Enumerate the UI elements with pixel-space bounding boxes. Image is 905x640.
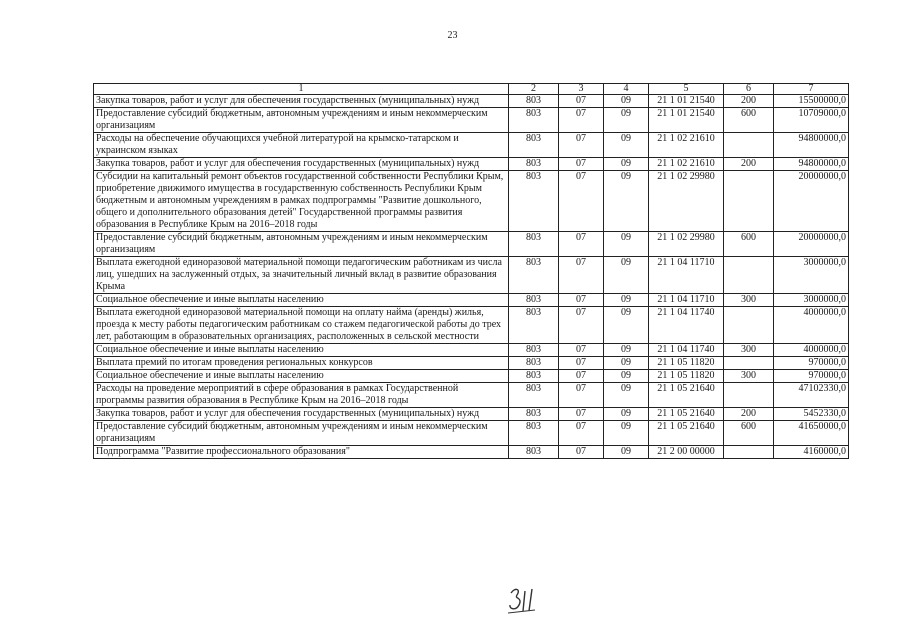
row-amount: 4000000,0 bbox=[774, 344, 849, 357]
row-name: Социальное обеспечение и иные выплаты населению bbox=[94, 370, 509, 383]
row-ministry-code: 803 bbox=[509, 421, 559, 446]
row-amount: 3000000,0 bbox=[774, 294, 849, 307]
row-section-code: 07 bbox=[559, 446, 604, 459]
table-row bbox=[94, 446, 849, 459]
row-ministry-code: 803 bbox=[509, 133, 559, 158]
row-ministry-code: 803 bbox=[509, 446, 559, 459]
row-name: Предоставление субсидий бюджетным, автономным учреждениям и иным некоммерческим организациям bbox=[94, 421, 509, 446]
table-row bbox=[94, 257, 849, 294]
row-amount: 5452330,0 bbox=[774, 408, 849, 421]
budget-table bbox=[93, 83, 849, 459]
row-name: Подпрограмма "Развитие профессионального образования" bbox=[94, 446, 509, 459]
row-name: Расходы на проведение мероприятий в сфере образования в рамках Государственной программы развития образования в Республике Крым на 2016–2018 годы bbox=[94, 383, 509, 408]
row-amount: 4160000,0 bbox=[774, 446, 849, 459]
row-name: Предоставление субсидий бюджетным, автономным учреждениям и иным некоммерческим организациям bbox=[94, 232, 509, 257]
row-subsection-code: 09 bbox=[604, 370, 649, 383]
column-header-3: 3 bbox=[559, 84, 604, 95]
table-row bbox=[94, 232, 849, 257]
column-header-5: 5 bbox=[649, 84, 724, 95]
table-row bbox=[94, 344, 849, 357]
row-section-code: 07 bbox=[559, 158, 604, 171]
row-amount: 20000000,0 bbox=[774, 232, 849, 257]
row-section-code: 07 bbox=[559, 421, 604, 446]
header-row bbox=[94, 84, 849, 95]
row-amount: 94800000,0 bbox=[774, 158, 849, 171]
row-target-article: 21 1 02 21610 bbox=[649, 158, 724, 171]
row-amount: 10709000,0 bbox=[774, 108, 849, 133]
row-ministry-code: 803 bbox=[509, 171, 559, 232]
row-section-code: 07 bbox=[559, 257, 604, 294]
row-name: Закупка товаров, работ и услуг для обеспечения государственных (муниципальных) нужд bbox=[94, 95, 509, 108]
row-amount: 970000,0 bbox=[774, 357, 849, 370]
row-section-code: 07 bbox=[559, 294, 604, 307]
row-target-article: 21 1 01 21540 bbox=[649, 95, 724, 108]
row-amount: 3000000,0 bbox=[774, 257, 849, 294]
row-section-code: 07 bbox=[559, 95, 604, 108]
row-amount: 47102330,0 bbox=[774, 383, 849, 408]
row-name: Предоставление субсидий бюджетным, автономным учреждениям и иным некоммерческим организациям bbox=[94, 108, 509, 133]
row-section-code: 07 bbox=[559, 357, 604, 370]
row-subsection-code: 09 bbox=[604, 357, 649, 370]
row-target-article: 21 1 04 11740 bbox=[649, 344, 724, 357]
table-row bbox=[94, 294, 849, 307]
row-name: Выплата премий по итогам проведения региональных конкурсов bbox=[94, 357, 509, 370]
column-header-2: 2 bbox=[509, 84, 559, 95]
table-row bbox=[94, 408, 849, 421]
row-ministry-code: 803 bbox=[509, 158, 559, 171]
column-header-7: 7 bbox=[774, 84, 849, 95]
row-section-code: 07 bbox=[559, 344, 604, 357]
row-amount: 15500000,0 bbox=[774, 95, 849, 108]
row-name: Выплата ежегодной единоразовой материальной помощи на оплату найма (аренды) жилья, проезда к месту работы педагогическим работникам со стажем педагогической работы до трех лет, работающим в образовательных организациях, расположенных в сельской местности bbox=[94, 307, 509, 344]
row-amount: 20000000,0 bbox=[774, 171, 849, 232]
row-target-article: 21 1 02 29980 bbox=[649, 232, 724, 257]
row-subsection-code: 09 bbox=[604, 257, 649, 294]
row-section-code: 07 bbox=[559, 133, 604, 158]
row-subsection-code: 09 bbox=[604, 294, 649, 307]
row-target-article: 21 1 05 21640 bbox=[649, 408, 724, 421]
table-row bbox=[94, 108, 849, 133]
row-expense-type bbox=[724, 171, 774, 232]
table-row bbox=[94, 171, 849, 232]
row-section-code: 07 bbox=[559, 408, 604, 421]
row-ministry-code: 803 bbox=[509, 108, 559, 133]
row-subsection-code: 09 bbox=[604, 232, 649, 257]
row-subsection-code: 09 bbox=[604, 383, 649, 408]
row-section-code: 07 bbox=[559, 307, 604, 344]
row-subsection-code: 09 bbox=[604, 171, 649, 232]
row-ministry-code: 803 bbox=[509, 383, 559, 408]
row-expense-type bbox=[724, 257, 774, 294]
row-subsection-code: 09 bbox=[604, 421, 649, 446]
row-target-article: 21 1 05 11820 bbox=[649, 370, 724, 383]
row-expense-type: 600 bbox=[724, 421, 774, 446]
row-ministry-code: 803 bbox=[509, 294, 559, 307]
row-expense-type bbox=[724, 133, 774, 158]
row-section-code: 07 bbox=[559, 232, 604, 257]
row-amount: 970000,0 bbox=[774, 370, 849, 383]
table-row bbox=[94, 307, 849, 344]
page-number: 23 bbox=[447, 30, 458, 41]
row-subsection-code: 09 bbox=[604, 307, 649, 344]
row-subsection-code: 09 bbox=[604, 95, 649, 108]
row-subsection-code: 09 bbox=[604, 108, 649, 133]
row-expense-type bbox=[724, 357, 774, 370]
row-target-article: 21 1 01 21540 bbox=[649, 108, 724, 133]
row-ministry-code: 803 bbox=[509, 408, 559, 421]
row-target-article: 21 1 05 11820 bbox=[649, 357, 724, 370]
row-subsection-code: 09 bbox=[604, 446, 649, 459]
row-ministry-code: 803 bbox=[509, 257, 559, 294]
row-expense-type: 200 bbox=[724, 158, 774, 171]
row-amount: 94800000,0 bbox=[774, 133, 849, 158]
row-subsection-code: 09 bbox=[604, 344, 649, 357]
row-ministry-code: 803 bbox=[509, 95, 559, 108]
table-body bbox=[94, 95, 849, 459]
row-name: Закупка товаров, работ и услуг для обеспечения государственных (муниципальных) нужд bbox=[94, 158, 509, 171]
table-row bbox=[94, 357, 849, 370]
row-name: Закупка товаров, работ и услуг для обеспечения государственных (муниципальных) нужд bbox=[94, 408, 509, 421]
row-ministry-code: 803 bbox=[509, 307, 559, 344]
table-row bbox=[94, 133, 849, 158]
row-target-article: 21 1 05 21640 bbox=[649, 421, 724, 446]
row-ministry-code: 803 bbox=[509, 357, 559, 370]
column-header-4: 4 bbox=[604, 84, 649, 95]
row-expense-type: 300 bbox=[724, 344, 774, 357]
row-name: Социальное обеспечение и иные выплаты населению bbox=[94, 344, 509, 357]
row-target-article: 21 1 04 11740 bbox=[649, 307, 724, 344]
row-subsection-code: 09 bbox=[604, 408, 649, 421]
row-target-article: 21 1 04 11710 bbox=[649, 257, 724, 294]
table-row bbox=[94, 158, 849, 171]
row-amount: 41650000,0 bbox=[774, 421, 849, 446]
row-name: Расходы на обеспечение обучающихся учебной литературой на крымско-татарском и украинском языках bbox=[94, 133, 509, 158]
row-expense-type bbox=[724, 307, 774, 344]
row-target-article: 21 2 00 00000 bbox=[649, 446, 724, 459]
row-expense-type bbox=[724, 446, 774, 459]
row-target-article: 21 1 05 21640 bbox=[649, 383, 724, 408]
row-target-article: 21 1 02 21610 bbox=[649, 133, 724, 158]
row-ministry-code: 803 bbox=[509, 344, 559, 357]
row-subsection-code: 09 bbox=[604, 158, 649, 171]
column-header-1: 1 bbox=[94, 84, 509, 95]
handwritten-page-mark bbox=[505, 583, 545, 617]
row-expense-type: 200 bbox=[724, 95, 774, 108]
row-section-code: 07 bbox=[559, 370, 604, 383]
table-row bbox=[94, 370, 849, 383]
table-row bbox=[94, 421, 849, 446]
row-name: Социальное обеспечение и иные выплаты населению bbox=[94, 294, 509, 307]
row-expense-type: 300 bbox=[724, 370, 774, 383]
table-row bbox=[94, 95, 849, 108]
column-header-6: 6 bbox=[724, 84, 774, 95]
row-ministry-code: 803 bbox=[509, 370, 559, 383]
row-expense-type: 200 bbox=[724, 408, 774, 421]
row-subsection-code: 09 bbox=[604, 133, 649, 158]
row-ministry-code: 803 bbox=[509, 232, 559, 257]
row-section-code: 07 bbox=[559, 383, 604, 408]
row-section-code: 07 bbox=[559, 108, 604, 133]
row-target-article: 21 1 02 29980 bbox=[649, 171, 724, 232]
table-row bbox=[94, 383, 849, 408]
row-expense-type: 600 bbox=[724, 108, 774, 133]
row-name: Выплата ежегодной единоразовой материальной помощи педагогическим работникам из числа лиц, ушедших на заслуженный отдых, за значительный личный вклад в развитие образования Крыма bbox=[94, 257, 509, 294]
row-amount: 4000000,0 bbox=[774, 307, 849, 344]
row-name: Субсидии на капитальный ремонт объектов государственной собственности Республики Крым, приобретение движимого имущества в государственную собственность Республики Крым бюджетным и автономным учреждениям в рамках подпрограммы "Развитие дошкольного, общего и дополнительного образования детей" Государственной программы развития образования в Республике Крым на 2016–2018 годы bbox=[94, 171, 509, 232]
row-section-code: 07 bbox=[559, 171, 604, 232]
row-expense-type: 300 bbox=[724, 294, 774, 307]
row-expense-type: 600 bbox=[724, 232, 774, 257]
row-target-article: 21 1 04 11710 bbox=[649, 294, 724, 307]
row-expense-type bbox=[724, 383, 774, 408]
